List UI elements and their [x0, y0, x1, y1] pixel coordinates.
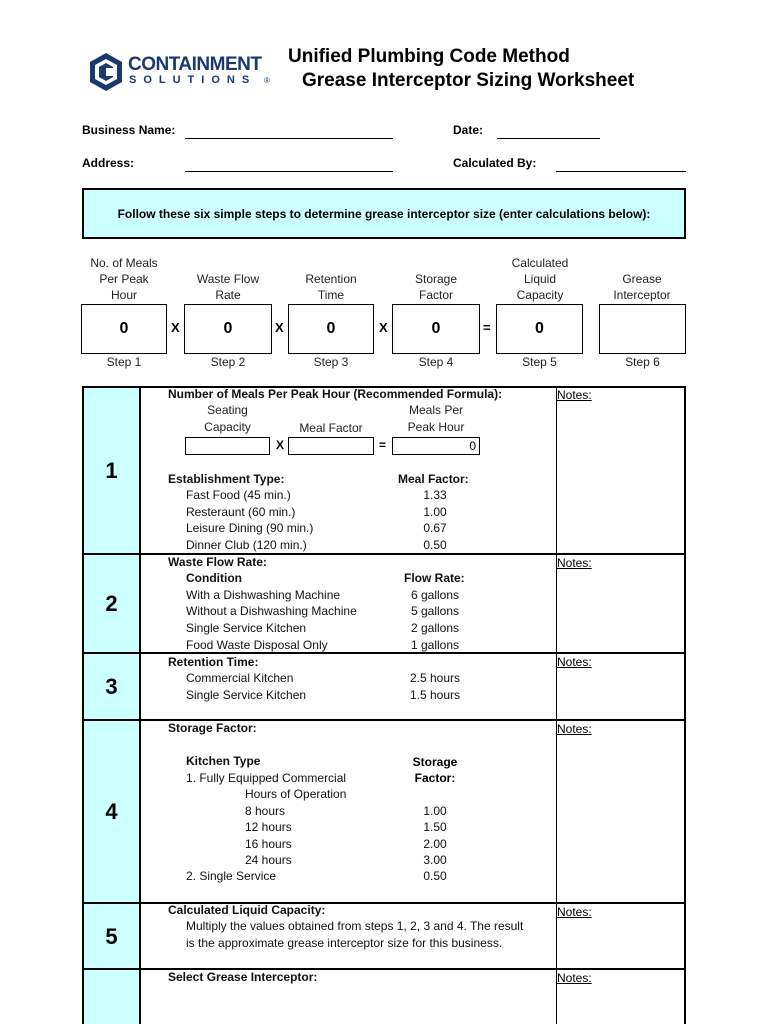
- notes-label-6: Notes:: [557, 971, 592, 985]
- step-number-2: 2: [84, 555, 141, 653]
- hours-of-operation-header: Hours of Operation: [245, 787, 347, 801]
- logo-line1: CONTAINMENT: [128, 54, 262, 75]
- notes-label-4: Notes:: [557, 722, 592, 736]
- header-step2: Waste Flow Rate: [196, 272, 260, 302]
- establishment-type-header: Establishment Type:: [168, 472, 285, 486]
- seating-capacity-header: Seating Capacity: [204, 403, 251, 434]
- logo-registered-mark: ®: [264, 76, 270, 85]
- address-field[interactable]: [185, 171, 393, 172]
- formula-equals: =: [379, 438, 387, 452]
- step1-label: Step 1: [106, 355, 142, 369]
- business-name-label: Business Name:: [82, 123, 176, 137]
- section5-text-line1: Multiply the values obtained from steps 1, 2, 3 and 4. The result: [186, 919, 524, 933]
- calculated-by-field[interactable]: [556, 171, 686, 172]
- single-service-item: 2. Single Service: [186, 869, 277, 883]
- step6-label: Step 6: [625, 355, 660, 369]
- section2-title: Waste Flow Rate:: [168, 555, 267, 569]
- title-line1: Unified Plumbing Code Method: [288, 46, 570, 67]
- section5-text-line2: is the approximate grease interceptor size for this business.: [186, 936, 503, 950]
- step-number-6-cell: [84, 970, 141, 1024]
- step5-label: Step 5: [522, 355, 557, 369]
- section1-title: Number of Meals Per Peak Hour (Recommended Formula):: [168, 387, 503, 401]
- operator-multiply-2: X: [275, 320, 284, 335]
- step3-label: Step 3: [313, 355, 349, 369]
- instruction-banner: [82, 188, 686, 239]
- header-step4: Storage Factor: [414, 272, 458, 302]
- step-number-4: 4: [84, 721, 141, 903]
- step-number-1: 1: [84, 388, 141, 554]
- notes-label-2: Notes:: [557, 556, 592, 570]
- retention-time-box[interactable]: 0: [288, 304, 374, 354]
- meals-per-hour-box[interactable]: 0: [81, 304, 167, 354]
- fully-equipped-item: 1. Fully Equipped Commercial: [186, 771, 347, 785]
- title-line2: Grease Interceptor Sizing Worksheet: [302, 70, 635, 91]
- meal-factor-header: Meal Factor:: [398, 472, 469, 486]
- business-name-field[interactable]: [185, 138, 393, 139]
- liquid-capacity-box[interactable]: 0: [496, 304, 583, 354]
- date-label: Date:: [453, 123, 484, 137]
- operator-multiply-3: X: [379, 320, 388, 335]
- single-service-value: 0.50: [423, 869, 447, 883]
- storage-factor-header: Storage Factor:: [412, 755, 458, 785]
- waste-flow-rate-box[interactable]: 0: [184, 304, 272, 354]
- row-separator: [82, 652, 686, 654]
- meal-factor-col-header: Meal Factor: [299, 421, 363, 435]
- storage-factor-box[interactable]: 0: [392, 304, 480, 354]
- notes-label-5: Notes:: [557, 905, 592, 919]
- calculated-by-label: Calculated By:: [453, 156, 537, 170]
- section5-title: Calculated Liquid Capacity:: [168, 903, 326, 917]
- grease-interceptor-box[interactable]: [599, 304, 686, 354]
- kitchen-type-header: Kitchen Type: [186, 754, 261, 768]
- operator-multiply-1: X: [171, 320, 180, 335]
- flow-rate-header: Flow Rate:: [404, 571, 465, 585]
- notes-divider: [556, 388, 557, 1024]
- operator-equals: =: [483, 320, 491, 335]
- section3-title: Retention Time:: [168, 655, 259, 669]
- step4-label: Step 4: [418, 355, 454, 369]
- instruction-text: Follow these six simple steps to determine grease interceptor size (enter calculations below):: [117, 206, 651, 221]
- meals-per-peak-header: Meals Per Peak Hour: [407, 403, 465, 434]
- header-step1: No. of Meals Per Peak Hour: [90, 256, 158, 302]
- seating-capacity-input[interactable]: [185, 437, 270, 455]
- section4-title: Storage Factor:: [168, 721, 257, 735]
- notes-label-3: Notes:: [557, 655, 592, 669]
- header-step5: Calculated Liquid Capacity: [511, 256, 569, 302]
- notes-label-1: Notes:: [557, 388, 592, 402]
- step2-label: Step 2: [210, 355, 246, 369]
- formula-multiply: X: [276, 438, 285, 452]
- hexagon-logo-icon: [88, 52, 124, 92]
- logo-line2: SOLUTIONS: [129, 74, 257, 86]
- meals-per-peak-result[interactable]: 0: [392, 437, 480, 455]
- date-field[interactable]: [497, 138, 600, 139]
- step-number-5: 5: [84, 904, 141, 969]
- step-number-3: 3: [84, 654, 141, 720]
- section6-title: Select Grease Interceptor:: [168, 970, 318, 984]
- condition-header: Condition: [186, 571, 242, 585]
- address-label: Address:: [82, 156, 135, 170]
- header-step3: Retention Time: [305, 272, 357, 302]
- company-logo: [88, 52, 278, 94]
- header-step6: Grease Interceptor: [613, 272, 671, 302]
- meal-factor-input[interactable]: [288, 437, 374, 455]
